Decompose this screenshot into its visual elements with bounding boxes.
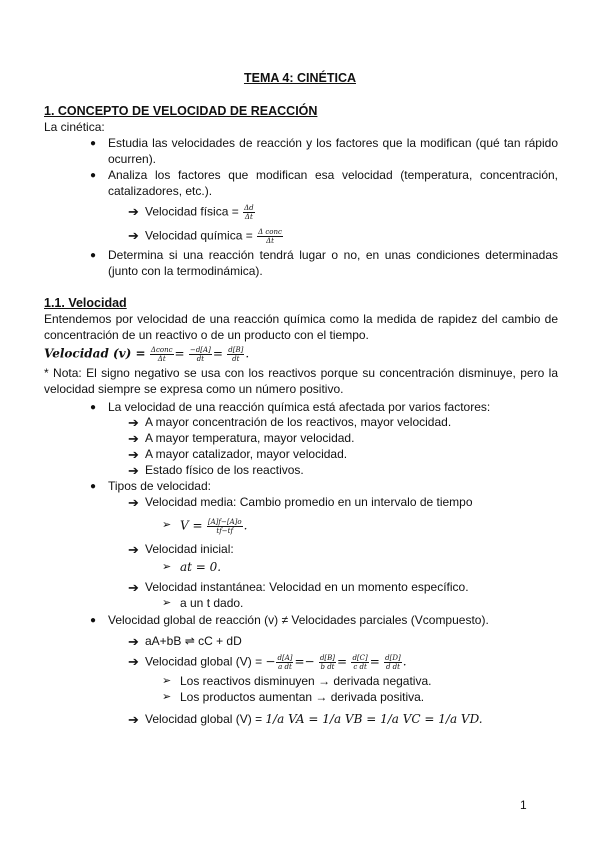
document-title: TEMA 4: CINÉTICA	[243, 71, 357, 85]
arrow-icon: ➔	[128, 634, 139, 649]
arrow-icon: ➔	[128, 495, 139, 510]
chevron-right-icon: ➢	[162, 597, 172, 609]
bullet-icon: ●	[90, 138, 97, 149]
velocidad-global-2	[145, 712, 483, 727]
velocidad-fisica-fraction	[243, 204, 255, 221]
formula-fraction	[319, 654, 336, 671]
arrow-icon: ➔	[128, 463, 139, 478]
chevron-right-icon: ➢	[162, 675, 172, 687]
fraction-numerator: Δd	[244, 204, 254, 212]
productos-note: Los productos aumentan → derivada positiva.	[180, 690, 425, 704]
fraction-denominator: Δt	[266, 237, 274, 245]
velocity-formula-label: Velocidad (v) =	[44, 346, 146, 361]
velocidad-instantanea-sub: a un t dado.	[180, 596, 244, 610]
paragraph-line-1: Entendemos por velocidad de una reacción química como la medida de rapidez del cambio de	[44, 312, 558, 326]
fraction-denominator: dt	[232, 355, 240, 363]
fraction-numerator: d[A]	[277, 654, 293, 662]
arrow-icon: ➔	[128, 204, 139, 219]
factor-item: A mayor catalizador, mayor velocidad.	[145, 447, 348, 461]
fraction-numerator: Δ conc	[258, 228, 282, 236]
velocidad-global-label: Velocidad global (V) =	[145, 654, 263, 669]
fraction-denominator: Δt	[157, 355, 166, 363]
arrow-icon: ➔	[128, 712, 139, 727]
bullet-icon: ●	[90, 250, 97, 261]
formula-fraction	[384, 654, 402, 671]
formula-fraction	[227, 346, 244, 363]
bullet-icon: ●	[90, 170, 97, 181]
formula-fraction	[207, 518, 243, 535]
fraction-denominator: dt	[196, 355, 205, 363]
arrow-icon: ➔	[128, 431, 139, 446]
velocidad-inicial-formula: at = 0.	[180, 560, 222, 574]
fraction-numerator: d[C]	[352, 654, 368, 662]
chevron-right-icon: ➢	[162, 561, 172, 573]
fraction-denominator: b dt	[320, 663, 335, 671]
velocidad-global-2-formula: 1/a VA = 1/a VB = 1/a VC = 1/a VD.	[265, 712, 483, 726]
bullet-2-line-2: catalizadores, etc.).	[108, 184, 213, 198]
formula-fraction	[351, 654, 368, 671]
fraction-denominator: c dt	[353, 663, 367, 671]
formula-fraction	[150, 346, 174, 363]
bullet-3-line-2: (junto con la termodinámica).	[108, 264, 263, 278]
fraction-denominator: tf−tf	[216, 527, 234, 535]
arrow-icon: ➔	[128, 415, 139, 430]
velocidad-quimica-label: Velocidad química =	[145, 228, 253, 243]
velocidad-global-2-label: Velocidad global (V) =	[145, 712, 263, 726]
types-intro: Tipos de velocidad:	[108, 479, 211, 493]
formula-fraction	[189, 346, 212, 363]
velocidad-quimica	[145, 228, 284, 245]
velocity-formula: Velocidad (v) = $\frac{\text{Δconc}}{\Delta t}$ = $\frac{-d[A]}{dt}$ = $\frac{d[B]}{dt}$ .	[44, 346, 250, 363]
arrow-icon: ➔	[128, 542, 139, 557]
velocidad-media: Velocidad media: Cambio promedio en un intervalo de tiempo	[145, 495, 473, 509]
paragraph-line-2: concentración de un reactivo o de un producto con el tiempo.	[44, 328, 369, 342]
formula-fraction	[276, 654, 293, 671]
velocidad-fisica	[145, 204, 256, 221]
arrow-icon: ➔	[128, 580, 139, 595]
bullet-icon: ●	[90, 481, 97, 492]
factor-item: A mayor concentración de los reactivos, mayor velocidad.	[145, 415, 452, 429]
velocidad-quimica-fraction	[257, 228, 283, 245]
fraction-numerator: d[D]	[385, 654, 401, 662]
factor-item: A mayor temperatura, mayor velocidad.	[145, 431, 355, 445]
fraction-numerator: d[B]	[319, 654, 336, 662]
fraction-numerator: [A]f−[A]o	[207, 518, 242, 526]
note-line-1: * Nota: El signo negativo se usa con los reactivos porque su concentración disminuye, pero la	[44, 366, 558, 380]
fraction-denominator: d dt	[385, 663, 400, 671]
note-line-2: velocidad siempre se expresa como un número positivo.	[44, 382, 344, 396]
global-intro: Velocidad global de reacción (v) ≠ Velocidades parciales (Vcompuesto).	[108, 613, 489, 627]
factors-intro: La velocidad de una reacción química está afectada por varios factores:	[108, 400, 491, 414]
bullet-2-line-1: Analiza los factores que modifican esa velocidad (temperatura, concentración,	[108, 168, 558, 182]
arrow-icon: ➔	[128, 447, 139, 462]
bullet-icon: ●	[90, 615, 97, 626]
reaction-equation: aA+bB ⇌ cC + dD	[145, 634, 242, 648]
page-number: 1	[520, 798, 527, 812]
bullet-1-line-2: ocurren).	[108, 152, 157, 166]
arrow-icon: ➔	[128, 228, 139, 243]
fraction-numerator: Δconc	[150, 346, 173, 354]
bullet-3-line-1: Determina si una reacción tendrá lugar o no, en unas condiciones determinadas	[108, 248, 558, 262]
factor-item: Estado físico de los reactivos.	[145, 463, 304, 477]
section-1-intro: La cinética:	[44, 120, 105, 134]
fraction-denominator: Δt	[244, 213, 253, 221]
bullet-icon: ●	[90, 402, 97, 413]
velocidad-inicial: Velocidad inicial:	[145, 542, 234, 556]
velocidad-fisica-label: Velocidad física =	[145, 204, 239, 219]
velocidad-media-formula: V = $\frac{[A]f-[A]o}{tf-tf}$ .	[180, 518, 248, 535]
fraction-denominator: a dt	[278, 663, 292, 671]
chevron-right-icon: ➢	[162, 519, 172, 531]
formula-lhs: V =	[180, 518, 203, 533]
velocidad-instantanea: Velocidad instantánea: Velocidad en un momento específico.	[145, 580, 469, 594]
section-1-1-heading: 1.1. Velocidad	[44, 296, 127, 310]
velocidad-global-formula: Velocidad global (V) = − $\frac{d[A]}{\text{a dt}}$ =− $\frac{d[B]}{\text{b dt}}$ = $\frac{d[C]}{\text{c dt}}$ = $\frac{d[D]}{\text{d dt}}$ .	[145, 654, 407, 671]
bullet-1-line-1: Estudia las velocidades de reacción y los factores que la modifican (qué tan rápido	[108, 136, 558, 150]
section-1-heading: 1. CONCEPTO DE VELOCIDAD DE REACCIÓN	[44, 104, 318, 118]
reactivos-note: Los reactivos disminuyen → derivada negativa.	[180, 674, 432, 688]
fraction-numerator: −d[A]	[189, 346, 211, 354]
fraction-numerator: d[B]	[228, 346, 244, 354]
arrow-icon: ➔	[128, 654, 139, 669]
chevron-right-icon: ➢	[162, 691, 172, 703]
